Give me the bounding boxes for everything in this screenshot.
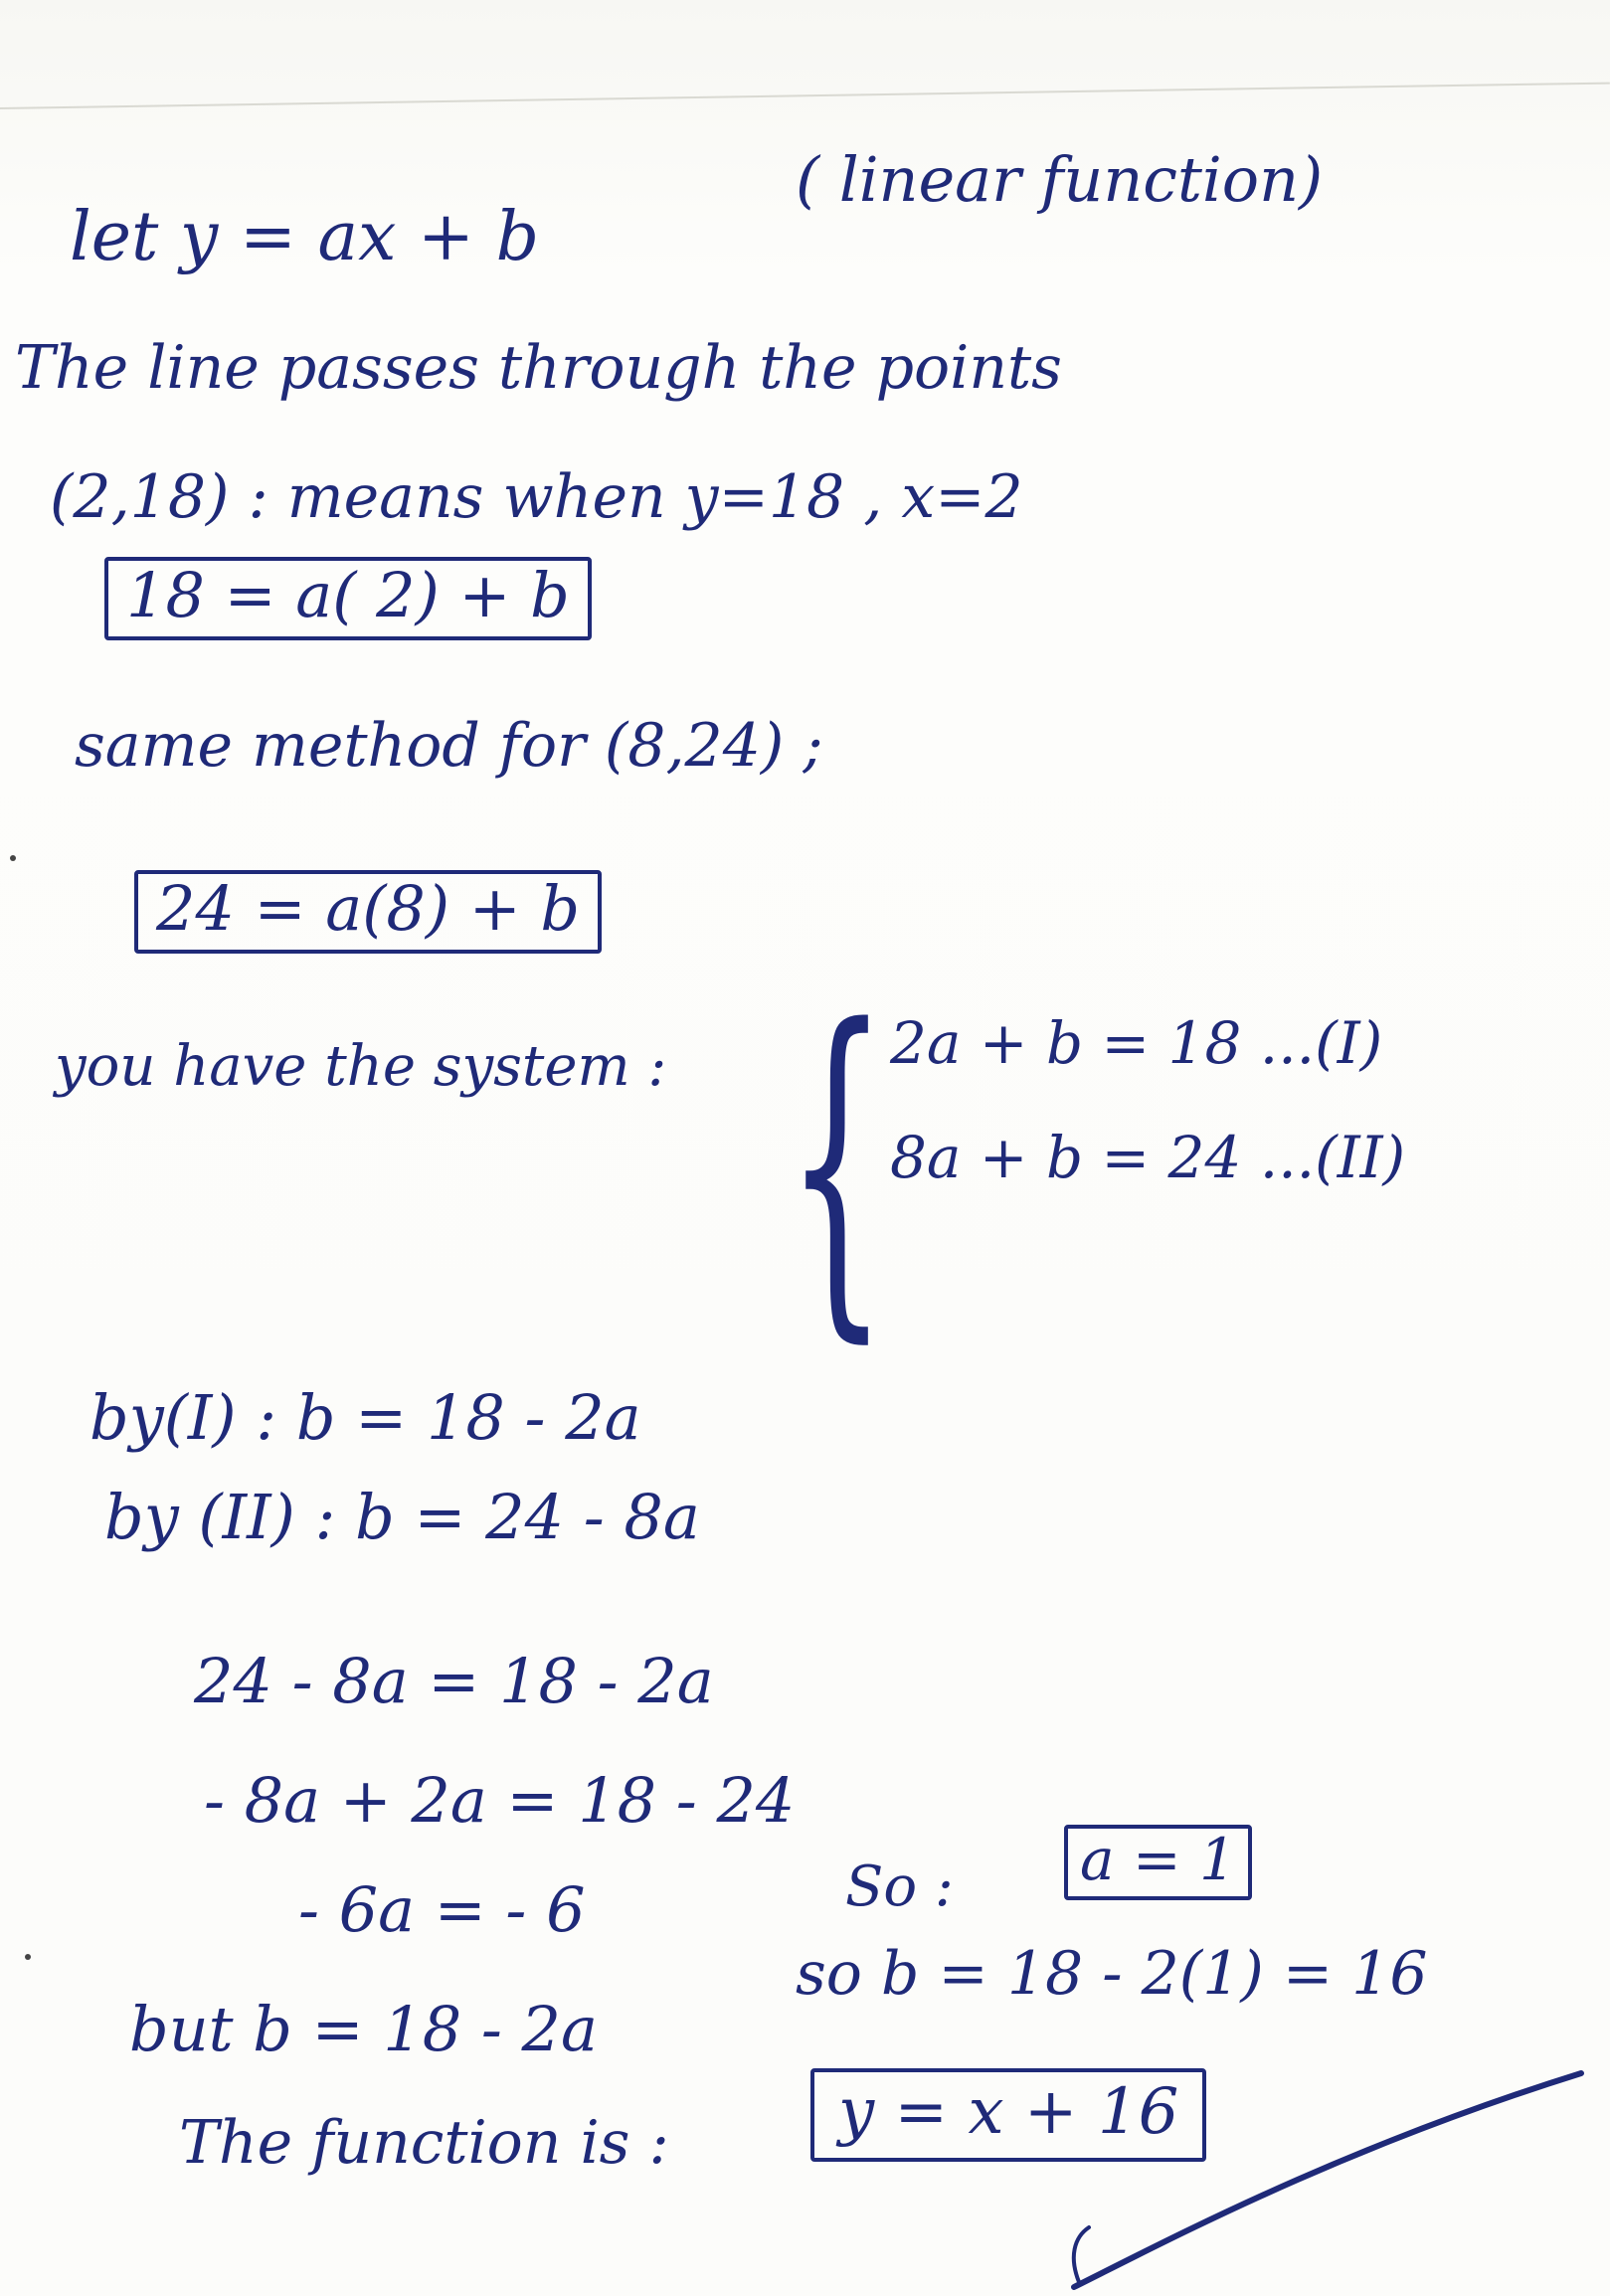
so-label: So : <box>845 1854 954 1919</box>
system-eq-2: 8a + b = 24 ...(II) <box>890 1124 1406 1191</box>
boxed-final-answer: y = x + 16 <box>810 2068 1206 2162</box>
line-passes-through: The line passes through the points <box>15 333 1062 403</box>
boxed-equation-2: 24 = a(8) + b <box>134 870 602 954</box>
line-function-label: The function is : <box>179 2108 669 2178</box>
line-point1: (2,18) : means when y=18 , x=2 <box>50 462 1023 532</box>
line-linear-function: ( linear function) <box>796 143 1324 216</box>
line-but-b: but b = 18 - 2a <box>129 1993 598 2065</box>
boxed-a-result: a = 1 <box>1064 1825 1252 1900</box>
line-same-method: same method for (8,24) ; <box>75 711 823 781</box>
system-brace: { <box>786 955 889 1371</box>
line-b-result: so b = 18 - 2(1) = 16 <box>796 1939 1428 2009</box>
line-let: let y = ax + b <box>70 198 540 276</box>
line-by-I: by(I) : b = 18 - 2a <box>89 1381 641 1454</box>
margin-mark <box>10 855 16 861</box>
system-eq-1: 2a + b = 18 ...(I) <box>890 1009 1383 1077</box>
line-step-1: 24 - 8a = 18 - 2a <box>194 1645 714 1717</box>
margin-mark <box>25 1954 31 1960</box>
line-step-2: - 8a + 2a = 18 - 24 <box>204 1764 796 1837</box>
line-by-II: by (II) : b = 24 - 8a <box>104 1481 700 1553</box>
line-system-label: you have the system : <box>55 1034 667 1099</box>
line-step-3: - 6a = - 6 <box>298 1873 586 1946</box>
boxed-equation-1: 18 = a( 2) + b <box>104 557 592 640</box>
